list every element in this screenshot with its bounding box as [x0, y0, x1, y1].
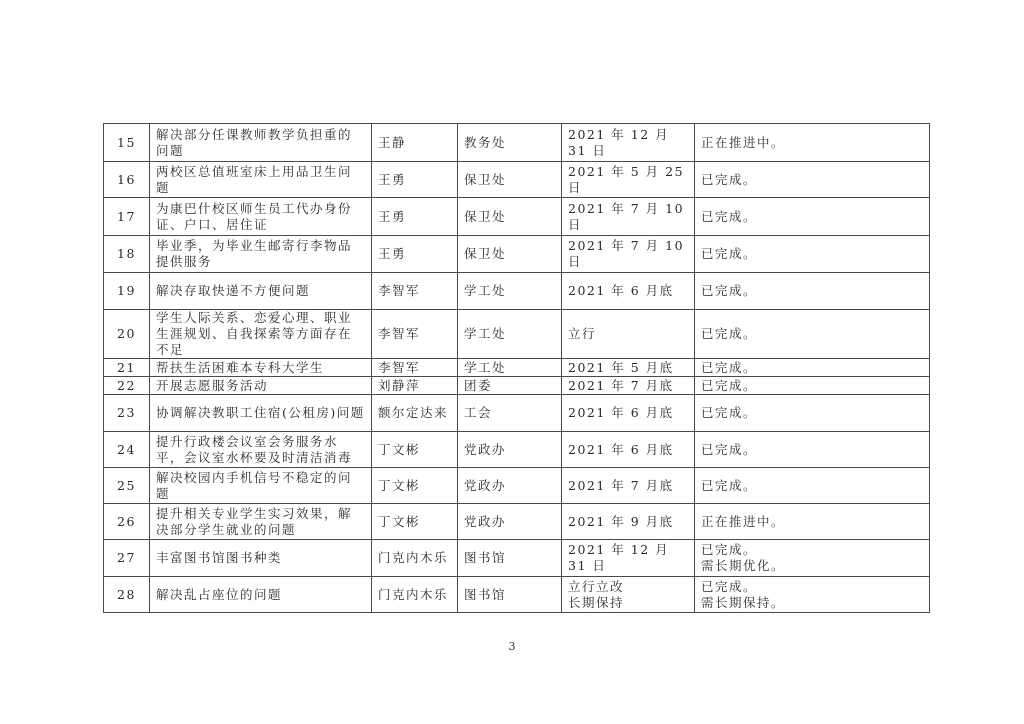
status: 已完成。 — [695, 468, 930, 504]
deadline: 2021 年 7 月底 — [562, 377, 695, 395]
status: 已完成。 需长期优化。 — [695, 540, 930, 577]
task-description: 提升相关专业学生实习效果，解决部分学生就业的问题 — [150, 504, 372, 540]
department: 学工处 — [458, 310, 562, 359]
status: 已完成。 — [695, 273, 930, 310]
table-row — [104, 577, 930, 613]
status: 已完成。 — [695, 377, 930, 395]
row-number: 27 — [104, 540, 150, 577]
row-number: 22 — [104, 377, 150, 395]
responsible-person: 王勇 — [372, 162, 458, 198]
table-row — [104, 377, 930, 395]
row-number: 16 — [104, 162, 150, 198]
table-row — [104, 310, 930, 359]
department: 工会 — [458, 395, 562, 432]
status: 已完成。 — [695, 359, 930, 377]
status: 已完成。 — [695, 310, 930, 359]
task-description: 丰富图书馆图书种类 — [150, 540, 372, 577]
task-description: 解决存取快递不方便问题 — [150, 273, 372, 310]
task-description: 两校区总值班室床上用品卫生问题 — [150, 162, 372, 198]
deadline: 2021 年 6 月底 — [562, 395, 695, 432]
row-number: 24 — [104, 432, 150, 468]
row-number: 21 — [104, 359, 150, 377]
table-row — [104, 540, 930, 577]
table-row — [104, 395, 930, 432]
responsible-person: 王勇 — [372, 198, 458, 236]
task-description: 提升行政楼会议室会务服务水平，会议室水杯要及时清洁消毒 — [150, 432, 372, 468]
department: 图书馆 — [458, 540, 562, 577]
status: 已完成。 — [695, 162, 930, 198]
table-row — [104, 468, 930, 504]
deadline: 2021 年 6 月底 — [562, 432, 695, 468]
row-number: 25 — [104, 468, 150, 504]
responsible-person: 李智军 — [372, 273, 458, 310]
table-row — [104, 198, 930, 236]
task-description: 毕业季，为毕业生邮寄行李物品提供服务 — [150, 236, 372, 273]
status: 正在推进中。 — [695, 124, 930, 162]
task-description: 学生人际关系、恋爱心理、职业生涯规划、自我探索等方面存在不足 — [150, 310, 372, 359]
row-number: 23 — [104, 395, 150, 432]
deadline: 2021 年 7 月 10 日 — [562, 236, 695, 273]
row-number: 19 — [104, 273, 150, 310]
responsible-person: 丁文彬 — [372, 468, 458, 504]
status: 已完成。 — [695, 395, 930, 432]
department: 党政办 — [458, 504, 562, 540]
table-row — [104, 359, 930, 377]
row-number: 28 — [104, 577, 150, 613]
row-number: 18 — [104, 236, 150, 273]
responsible-person: 王静 — [372, 124, 458, 162]
department: 学工处 — [458, 359, 562, 377]
deadline: 2021 年 9 月底 — [562, 504, 695, 540]
task-description: 帮扶生活困难本专科大学生 — [150, 359, 372, 377]
responsible-person: 王勇 — [372, 236, 458, 273]
table-row — [104, 124, 930, 162]
task-description: 解决乱占座位的问题 — [150, 577, 372, 613]
deadline: 2021 年 7 月 10 日 — [562, 198, 695, 236]
responsible-person: 门克内木乐 — [372, 577, 458, 613]
responsible-person: 李智军 — [372, 310, 458, 359]
department: 党政办 — [458, 432, 562, 468]
department: 团委 — [458, 377, 562, 395]
deadline: 2021 年 5 月底 — [562, 359, 695, 377]
deadline: 2021 年 12 月 31 日 — [562, 540, 695, 577]
deadline: 立行立改 长期保持 — [562, 577, 695, 613]
task-description: 解决校园内手机信号不稳定的问题 — [150, 468, 372, 504]
deadline: 2021 年 5 月 25 日 — [562, 162, 695, 198]
deadline: 2021 年 6 月底 — [562, 273, 695, 310]
task-table — [103, 123, 930, 613]
row-number: 20 — [104, 310, 150, 359]
department: 教务处 — [458, 124, 562, 162]
task-description: 为康巴什校区师生员工代办身份证、户口、居住证 — [150, 198, 372, 236]
page-number: 3 — [508, 640, 516, 653]
deadline: 2021 年 7 月底 — [562, 468, 695, 504]
row-number: 15 — [104, 124, 150, 162]
status: 已完成。 需长期保持。 — [695, 577, 930, 613]
responsible-person: 门克内木乐 — [372, 540, 458, 577]
responsible-person: 丁文彬 — [372, 432, 458, 468]
department: 党政办 — [458, 468, 562, 504]
task-description: 协调解决教职工住宿(公租房)问题 — [150, 395, 372, 432]
responsible-person: 丁文彬 — [372, 504, 458, 540]
deadline: 立行 — [562, 310, 695, 359]
responsible-person: 额尔定达来 — [372, 395, 458, 432]
status: 已完成。 — [695, 236, 930, 273]
table-row — [104, 504, 930, 540]
status: 已完成。 — [695, 198, 930, 236]
department: 图书馆 — [458, 577, 562, 613]
department: 学工处 — [458, 273, 562, 310]
department: 保卫处 — [458, 236, 562, 273]
department: 保卫处 — [458, 162, 562, 198]
deadline: 2021 年 12 月 31 日 — [562, 124, 695, 162]
responsible-person: 刘静萍 — [372, 377, 458, 395]
responsible-person: 李智军 — [372, 359, 458, 377]
table-row — [104, 236, 930, 273]
table-row — [104, 273, 930, 310]
row-number: 17 — [104, 198, 150, 236]
task-description: 开展志愿服务活动 — [150, 377, 372, 395]
table-row — [104, 162, 930, 198]
department: 保卫处 — [458, 198, 562, 236]
row-number: 26 — [104, 504, 150, 540]
table-row — [104, 432, 930, 468]
status: 已完成。 — [695, 432, 930, 468]
status: 正在推进中。 — [695, 504, 930, 540]
task-description: 解决部分任课教师教学负担重的问题 — [150, 124, 372, 162]
